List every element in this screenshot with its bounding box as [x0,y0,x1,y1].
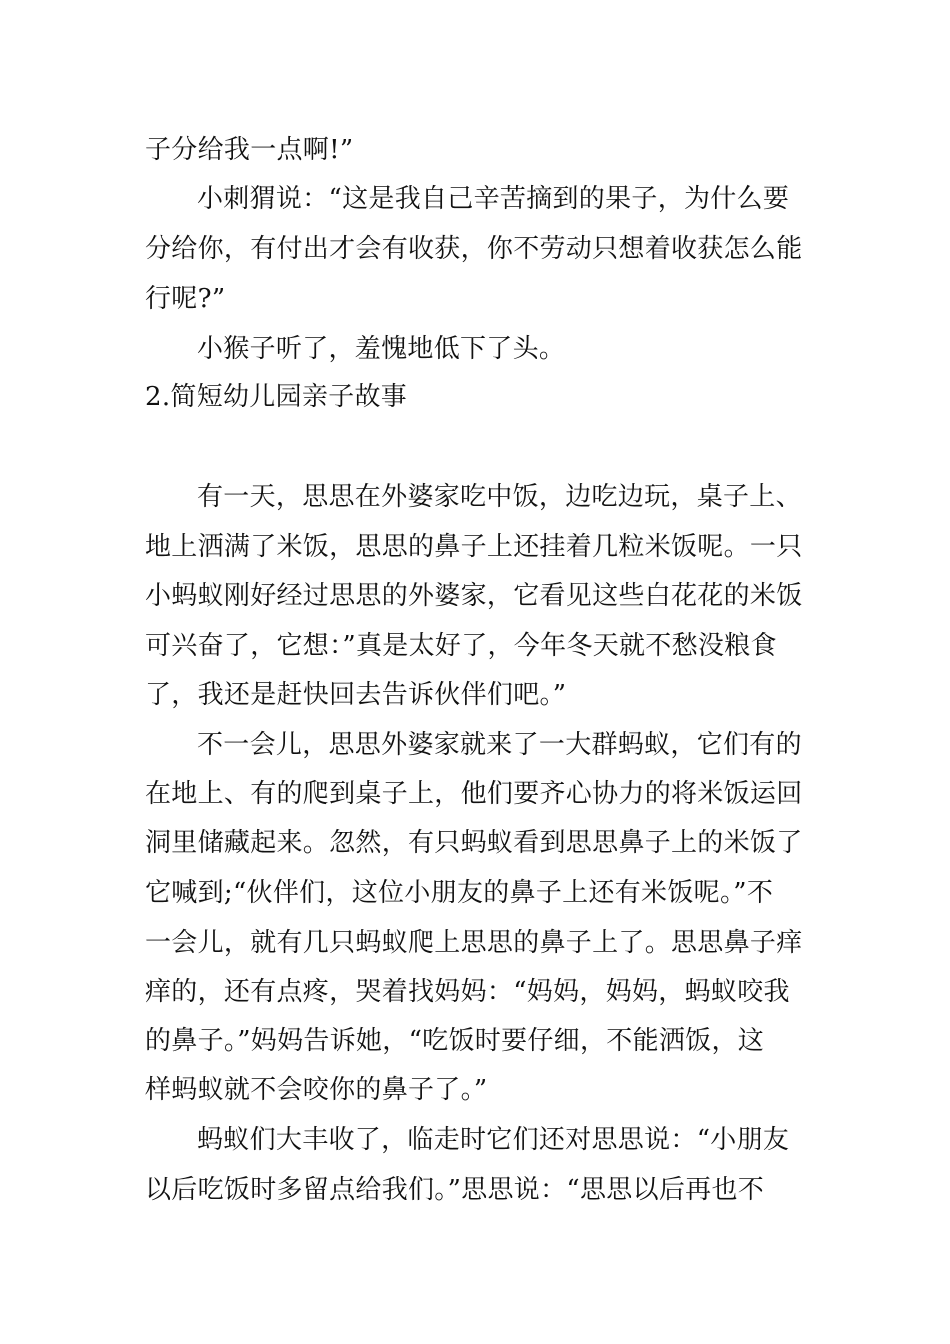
text-line: 样蚂蚁就不会咬你的鼻子了。” [145,1075,488,1105]
text-line: 它喊到;“伙伴们，这位小朋友的鼻子上还有米饭呢。”不 [145,878,774,908]
text-line: 分给你，有付出才会有收获，你不劳动只想着收获怎么能 [145,234,803,264]
text-line: 地上洒满了米饭，思思的鼻子上还挂着几粒米饭呢。一只 [145,532,803,562]
text-line: 在地上、有的爬到桌子上，他们要齐心协力的将米饭运回 [145,779,803,809]
paragraph-start: 小刺猬说：“这是我自己辛苦摘到的果子，为什么要 [197,184,790,214]
text-line: 子分给我一点啊!” [145,135,354,165]
paragraph-start: 蚂蚁们大丰收了，临走时它们还对思思说：“小朋友 [197,1125,790,1155]
text-line: 一会儿，就有几只蚂蚁爬上思思的鼻子上了。思思鼻子痒 [145,928,803,958]
text-line: 了，我还是赶快回去告诉伙伴们吧。” [145,680,567,710]
paragraph-start: 不一会儿，思思外婆家就来了一大群蚂蚁，它们有的 [197,730,802,760]
text-line: 行呢?” [145,284,226,314]
text-line: 洞里储藏起来。忽然，有只蚂蚁看到思思鼻子上的米饭了 [145,828,803,858]
text-line: 可兴奋了，它想：”真是太好了，今年冬天就不愁没粮食 [145,631,777,661]
paragraph-start: 小猴子听了，羞愧地低下了头。 [197,334,566,364]
text-line: 的鼻子。”妈妈告诉她，“吃饭时要仔细，不能洒饭，这 [145,1026,765,1056]
text-line: 以后吃饭时多留点给我们。”思思说：“思思以后再也不 [145,1175,765,1205]
text-line: 小蚂蚁刚好经过思思的外婆家，它看见这些白花花的米饭 [145,581,803,611]
text-line: 痒的，还有点疼，哭着找妈妈：“妈妈，妈妈，蚂蚁咬我 [145,977,790,1007]
paragraph-start: 有一天，思思在外婆家吃中饭，边吃边玩，桌子上、 [197,482,802,512]
section-heading: 2.简短幼儿园亲子故事 [145,382,408,412]
